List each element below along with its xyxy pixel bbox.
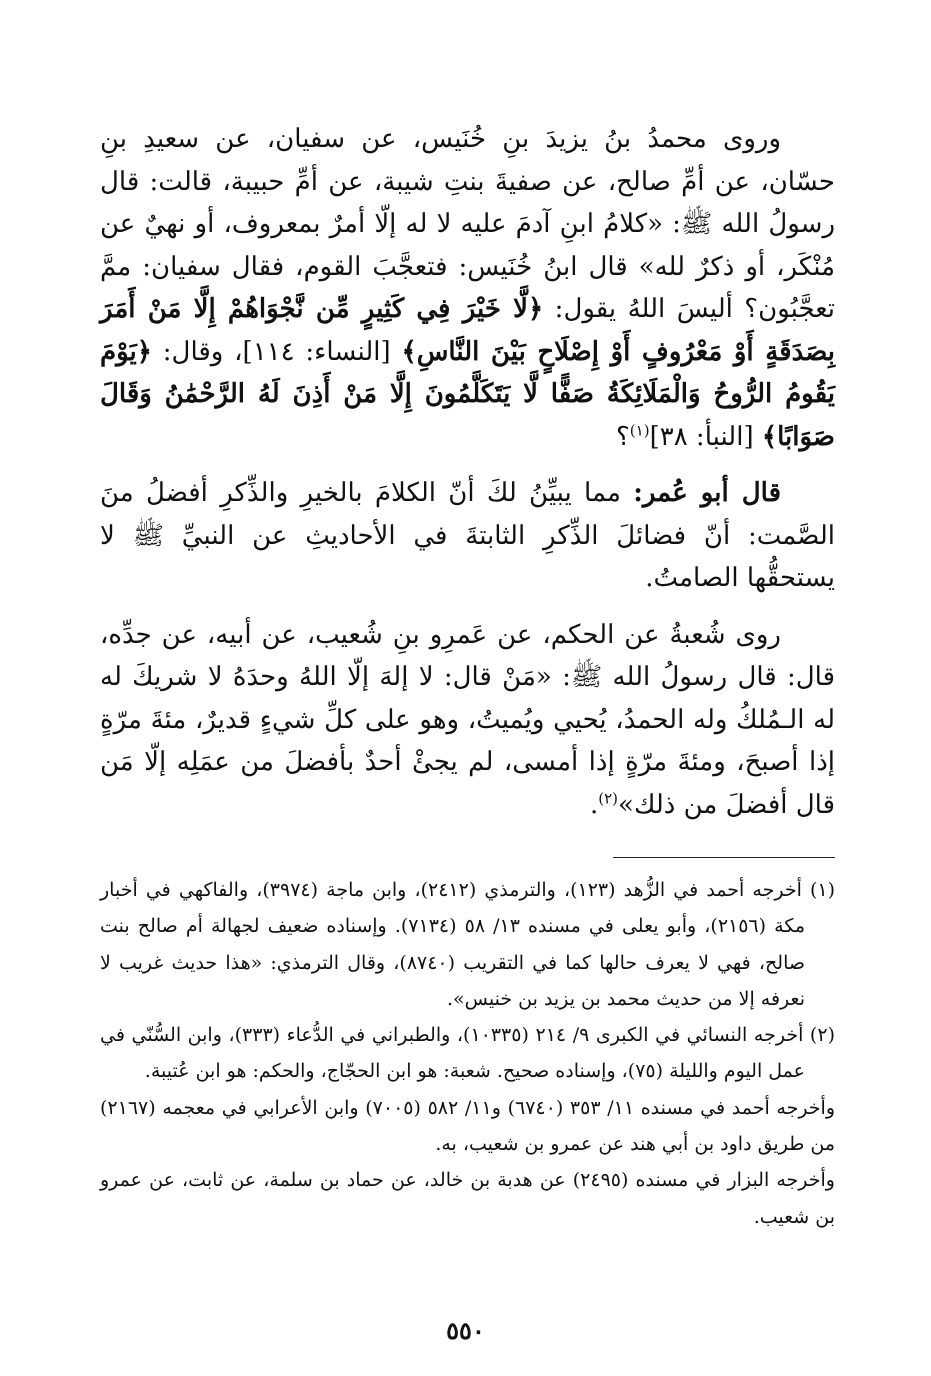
footnote-1: (١) أخرجه أحمد في الزُّهد (١٢٣)، والترمذي (٢٤١٢)، وابن ماجة (٣٩٧٤)، والفاكهي في أخبار مكة (٢١٥٦)، وأبو يعلى في مسنده ١٣/ ٥٨ (٧١٣٤). وإسناده ضعيف لجهالة أم صالح بنت صالح، فهي لا يعرف حالها كما في التقريب (٨٧٤٠)، وقال الترمذي: «هذا حديث غريب لا نعرفه إلا من حديث محمد بن يزيد بن خنيس». (100, 879, 836, 1010)
paragraph-narration (100, 118, 835, 458)
main-text (100, 118, 835, 826)
quran-verse-nisa: ﴿لَّا خَيْرَ فِي كَثِيرٍ مِّن نَّجْوَاهُمْ إِلَّا مَنْ أَمَرَ بِصَدَقَةٍ أَوْ مَعْرُوفٍ أَوْ إِصْلَاحٍ بَيْنَ النَّاسِ﴾ (100, 294, 836, 367)
page-number: ٥٥٠ (446, 1316, 485, 1345)
commentary-text: مما يبيِّنُ لكَ أنّ الكلامَ بالخيرِ والذِّكرِ أفضلُ منَ الصَّمت: أنّ فضائلَ الذِّكرِ الثابتةَ في الأحاديثِ عن النبيِّ ﷺ لا يستحقُّها الصامتُ. (100, 478, 835, 593)
footnote-2: (٢) أخرجه النسائي في الكبرى ٩/ ٢١٤ (١٠٣٣٥)، والطبراني في الدُّعاء (٣٣٣)، وابن السُّنّي في عمل اليوم والليلة (٧٥)، وإسناده صحيح. شعبة: هو ابن الحجّاج، والحكم: هو ابن عُتيبة. (100, 1024, 835, 1083)
hadith-end: . (589, 789, 599, 820)
speaker-label: قال أبو عُمر: (633, 478, 781, 508)
paragraph-commentary (100, 472, 835, 600)
narration-text: وروى محمدُ بنُ يزيدَ بنِ خُنَيس، عن سفيان، عن سعيدِ بنِ حسّان، عن أمِّ صالح، عن صفيةَ بنتِ شيبة، عن أمِّ حبيبة، قالت: قال رسولُ الله ﷺ: «كلامُ ابنِ آدمَ عليه لا له إلّا أمرٌ بمعروف، أو نهيٌ عن مُنْكَر، أو ذكرٌ لله» قال ابنُ خُنَيس: فتعجَّبَ القوم، فقال سفيان: ممَّ تعجَّبُون؟ أليسَ اللهُ يقول: (100, 124, 835, 324)
surah-reference-nisa: [النساء: ١١٤]، وقال: (152, 336, 402, 367)
footnote-2-continuation-1: وأخرجه أحمد في مسنده ١١/ ٣٥٣ (٦٧٤٠) و١١/ ٥٨٢ (٧٠٠٥) وابن الأعرابي في معجمه (٢١٦٧) من طريق داود بن أبي هند عن عمرو بن شعيب، به. (100, 1096, 836, 1156)
quran-verse-naba: ﴿يَوْمَ يَقُومُ الرُّوحُ وَالْمَلَائِكَةُ صَفًّا لَّا يَتَكَلَّمُونَ إِلَّا مَنْ أَذِنَ لَهُ الرَّحْمَٰنُ وَقَالَ صَوَابًا﴾ (100, 336, 835, 452)
question-mark: ؟ (615, 421, 630, 452)
footnote-ref-2[interactable]: (٢) (598, 788, 619, 807)
footnote-ref-1[interactable]: (١) (629, 420, 650, 439)
paragraph-hadith (100, 614, 835, 827)
footnote-divider (613, 857, 835, 858)
footnote-2-continuation-2: وأخرجه البزار في مسنده (٢٤٩٥) عن هدبة بن خالد، عن حماد بن سلمة، عن ثابت، عن عمرو بن شعيب. (100, 1169, 835, 1228)
footnotes (100, 872, 835, 1235)
surah-reference-naba: [النبأ: ٣٨] (649, 421, 762, 452)
hadith-text: روى شُعبةُ عن الحكم، عن عَمرِو بنِ شُعيب، عن أبيه، عن جدِّه، قال: قال رسولُ الله ﷺ: «مَنْ قال: لا إلهَ إلّا اللهُ وحدَهُ لا شريكَ له له الـمُلكُ وله الحمدُ، يُحيي ويُميتُ، وهو على كلِّ شيءٍ قديرٌ، مئةَ مرّةٍ إذا أصبحَ، ومئةَ مرّةٍ إذا أمسى، لم يجئْ أحدٌ بأفضلَ من عمَلِه إلّا مَن قال أفضلَ من ذلك» (100, 619, 835, 820)
